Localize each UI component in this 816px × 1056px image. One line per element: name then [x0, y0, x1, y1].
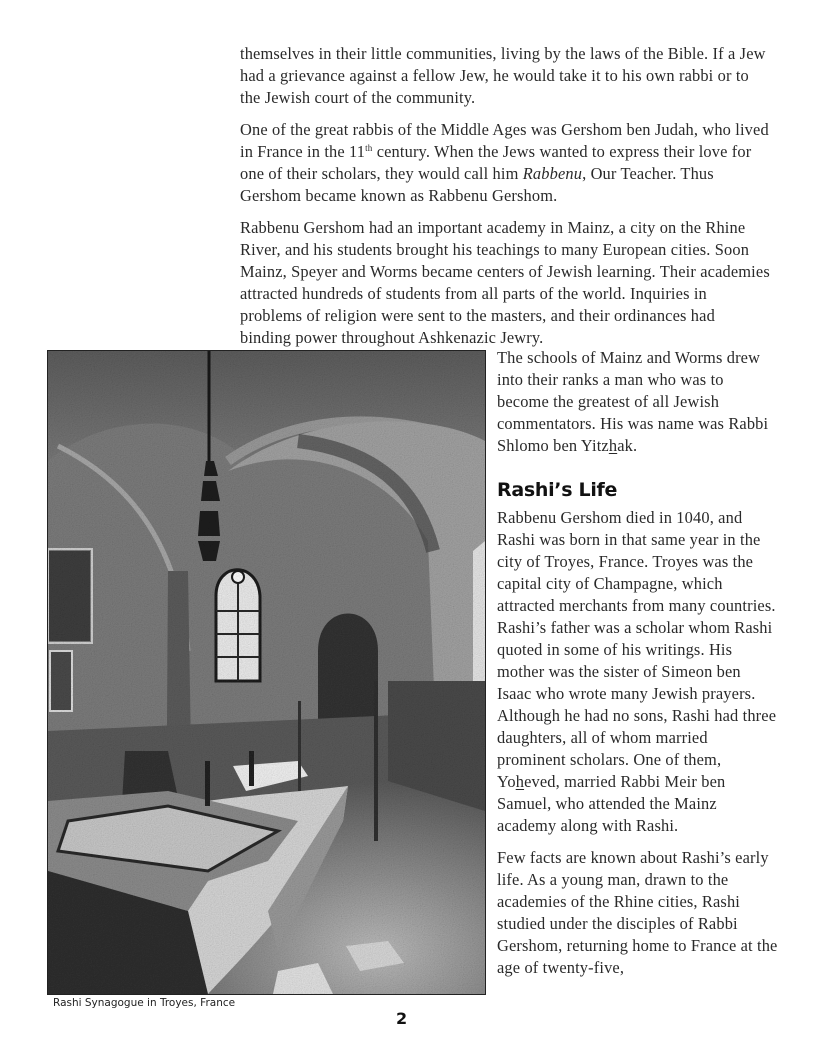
- text-fragment: century. When the Jews wanted to express their love for one of their scholars, they would call him: [240, 142, 752, 183]
- synagogue-photo-illustration: [48, 351, 485, 994]
- ordinal-superscript: th: [365, 143, 373, 153]
- underlined-letter: h: [608, 436, 618, 455]
- text-fragment: eved, married Rabbi Meir ben Samuel, who attended the Mainz academy along with Rashi.: [497, 772, 726, 835]
- right-text-column: [497, 347, 779, 989]
- paragraph-communities: themselves in their little communities, living by the laws of the Bible. If a Jew had a grievance against a fellow Jew, he would take it to his own rabbi or to the Jewish court of the community.: [240, 44, 766, 107]
- synagogue-photo: [48, 351, 485, 994]
- paragraph-mainz-academy: Rabbenu Gershom had an important academy in Mainz, a city on the Rhine River, and his students brought his teachings to many European cities. Soon Mainz, Speyer and Worms became centers of Jewish learning. Their academies attracted hundreds of students from all parts of the world. Inquiries in problems of religion were sent to the masters, and their ordinances had binding power throughout Ashkenazic Jewry.: [240, 218, 770, 347]
- text-fragment: One of the great rabbis of the Middle Ages was Gershom ben Judah, who lived in France in the 11: [240, 120, 769, 161]
- text-fragment: Rabbenu Gershom died in 1040, and Rashi was born in that same year in the city of Troyes, France. Troyes was the capital city of Champagne, which attracted merchants from many countries. Rashi’s father was a scholar whom Rashi quoted in some of his writings. His mother was the sister of Simeon ben Isaac who wrote many Jewish prayers. Although he had no sons, Rashi had three daughters, all of whom married prominent scholars. One of them, Yo: [497, 508, 777, 791]
- text-fragment: , Our Teacher. Thus Gershom became known as Rabbenu Gershom.: [240, 164, 714, 205]
- text-fragment: ak.: [617, 436, 638, 455]
- text-fragment: The schools of Mainz and Worms drew into their ranks a man who was to become the greatest of all Jewish commentators. His was name was Rabbi Shlomo ben Yitz: [497, 348, 769, 455]
- photo-caption: Rashi Synagogue in Troyes, France: [53, 997, 236, 1009]
- paragraph-rashi-birth: [497, 507, 779, 837]
- underlined-letter: h: [515, 772, 525, 791]
- paragraph-rashi-early-life: Few facts are known about Rashi’s early life. As a young man, drawn to the academies of the Rhine cities, Rashi studied under the disciples of Rabbi Gershom, returning home to France at the age of twenty-five,: [497, 848, 778, 977]
- top-text-column: [240, 43, 770, 359]
- section-heading: Rashi’s Life: [497, 479, 618, 501]
- paragraph-gershom-intro: [240, 119, 770, 207]
- paragraph-rashi-intro: [497, 347, 779, 457]
- italic-term: Rabbenu: [522, 164, 583, 183]
- page-number: 2: [396, 1009, 408, 1028]
